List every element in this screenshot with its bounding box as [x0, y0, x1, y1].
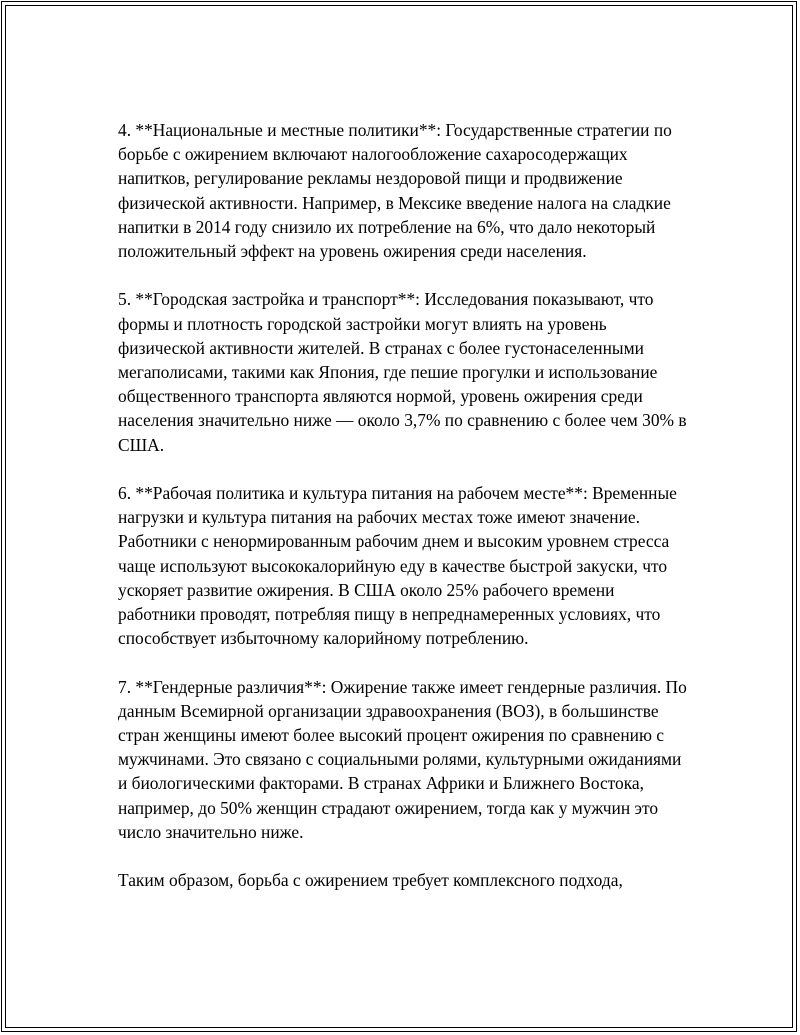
paragraph-conclusion: Таким образом, борьба с ожирением требует комплексного подхода,: [118, 870, 623, 891]
paragraph-workplace-culture: 6. **Рабочая политика и культура питания на рабочем месте**: Временные нагрузки и культура питания на рабочих местах тоже имеют значение. Работники с ненормированным рабочим днем и высоким уровнем стресса чаще используют высококалорийную еду в качестве быстрой закуски, что ускоряет развитие ожирения. В США около 25% рабочего времени работники проводят, потребляя пищу в непреднамеренных условиях, что способствует избыточному калорийному потреблению.: [118, 483, 677, 649]
document-body: [118, 118, 693, 892]
paragraph-national-policies: 4. **Национальные и местные политики**: Государственные стратегии по борьбе с ожирением включают налогообложение сахаросодержащих напитков, регулирование рекламы нездоровой пищи и продвижение физической активности. Например, в Мексике введение налога на сладкие напитки в 2014 году снизило их потребление на 6%, что дало некоторый положительный эффект на уровень ожирения среди населения.: [118, 120, 672, 262]
page-outer-border: [1, 1, 797, 1032]
paragraph-urban-development: 5. **Городская застройка и транспорт**: Исследования показывают, что формы и плотность городской застройки могут влиять на уровень физической активности жителей. В странах с более густонаселенными мегаполисами, такими как Япония, где пешие прогулки и использование общественного транспорта являются нормой, уровень ожирения среди населения значительно ниже — около 3,7% по сравнению с более чем 30% в США.: [118, 289, 687, 455]
paragraph-gender-differences: 7. **Гендерные различия**: Ожирение также имеет гендерные различия. По данным Всемирной организации здравоохранения (ВОЗ), в большинстве стран женщины имеют более высокий процент ожирения по сравнению с мужчинами. Это связано с социальными ролями, культурными ожиданиями и биологическими факторами. В странах Африки и Ближнего Востока, например, до 50% женщин страдают ожирением, тогда как у мужчин это число значительно ниже.: [118, 676, 687, 842]
